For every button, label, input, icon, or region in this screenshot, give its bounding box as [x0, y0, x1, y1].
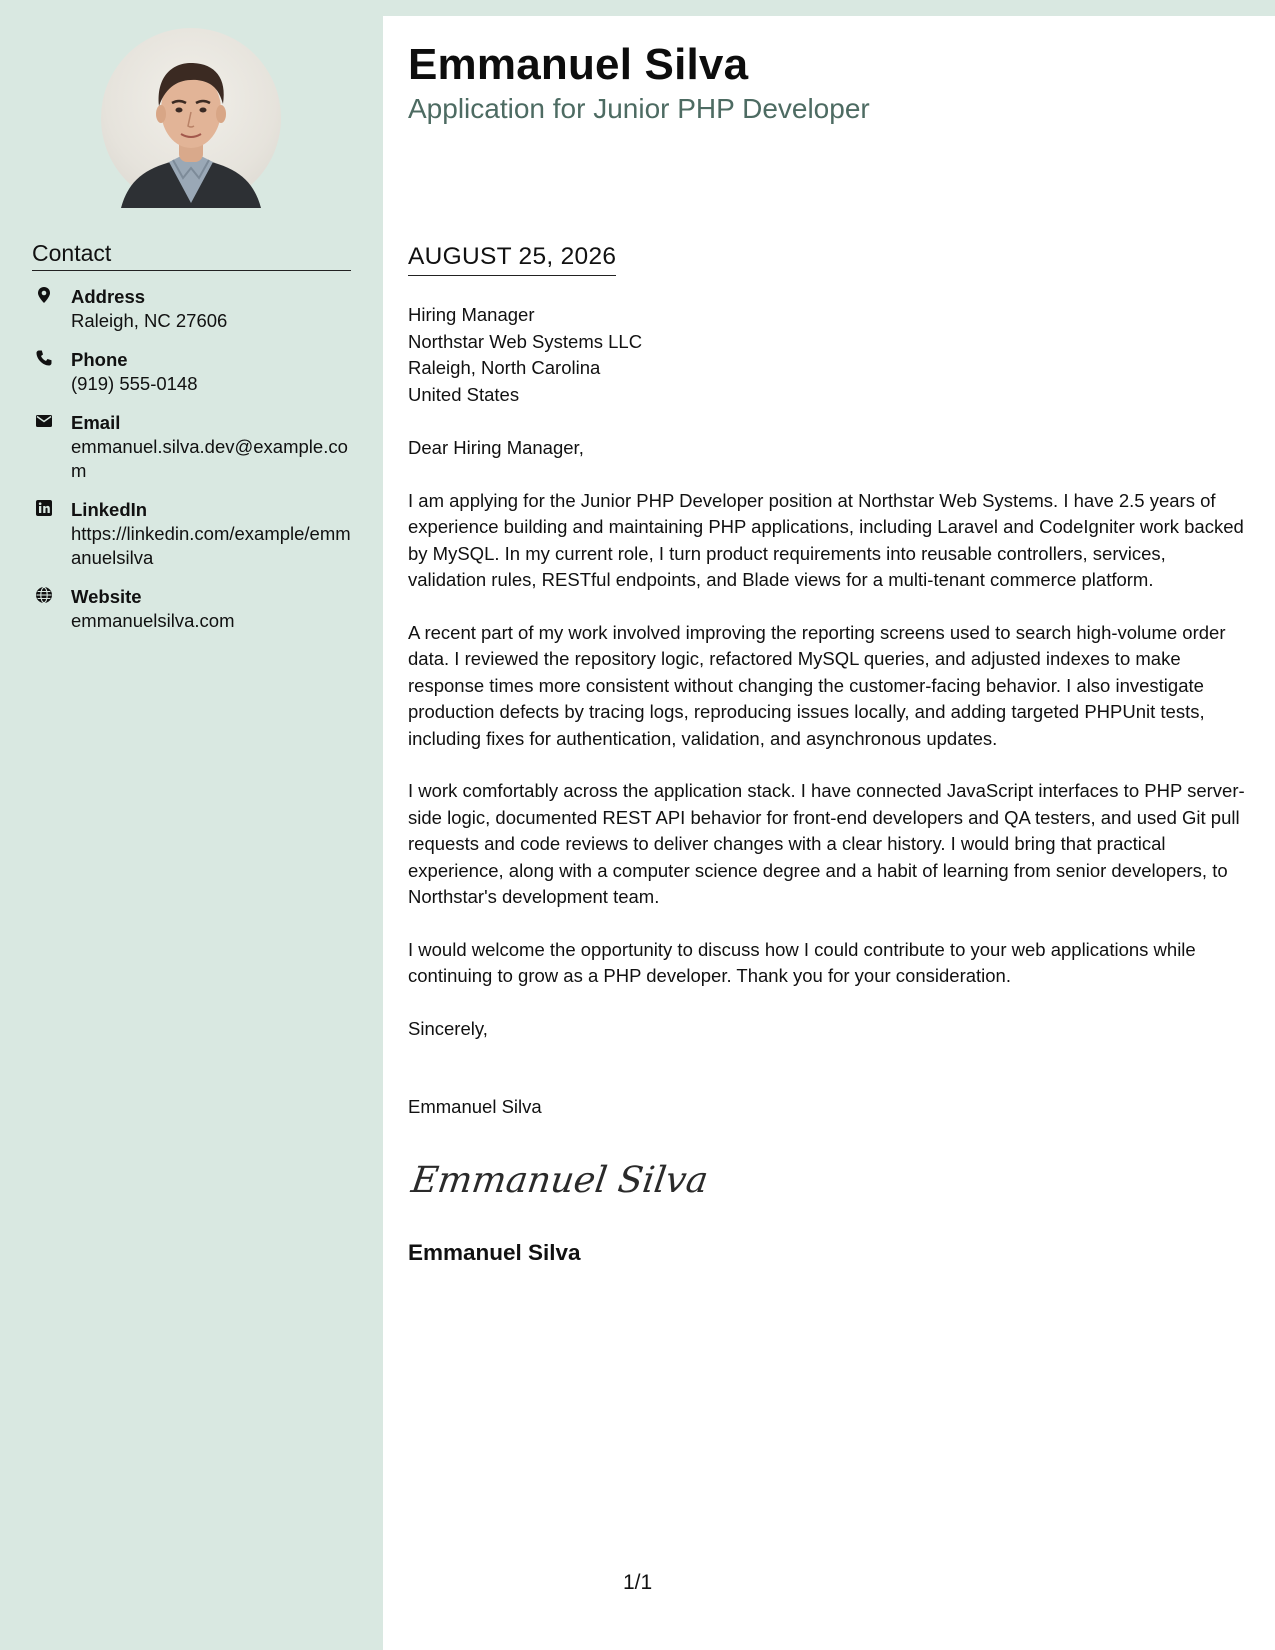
contact-label: Phone [71, 349, 128, 370]
signature-text: Emmanuel Silva [408, 1158, 711, 1201]
recipient-line: United States [408, 383, 520, 405]
recipient-line: Northstar Web Systems LLC [408, 330, 643, 352]
map-pin-icon [35, 286, 53, 304]
contact-phone [32, 348, 352, 396]
contact-linkedin [32, 498, 352, 570]
sender-name: Emmanuel Silva [408, 40, 749, 89]
contact-list [32, 285, 352, 648]
phone-icon [35, 349, 53, 367]
letter-body [408, 435, 1248, 1068]
closing-name: Emmanuel Silva [408, 1096, 542, 1117]
globe-icon [35, 586, 53, 604]
contact-value: Raleigh, NC 27606 [71, 310, 228, 331]
contact-label: Email [71, 412, 121, 433]
contact-address [32, 285, 352, 333]
handwritten-signature [408, 1150, 711, 1210]
contact-value: emmanuel.silva.dev@example.com [71, 436, 348, 481]
letter-paragraph: I am applying for the Junior PHP Developer position at Northstar Web Systems. I have 2.5 years of experience building and maintaining PHP applications, including Laravel and CodeIgniter work backed by MySQL. In my current role, I turn product requirements into reusable controllers, services, validation rules, RESTful endpoints, and Blade views for a multi-tenant commerce platform. [408, 489, 1244, 590]
linkedin-icon [35, 499, 53, 517]
letter-paragraph: A recent part of my work involved improving the reporting screens used to search high-volume order data. I reviewed the repository logic, refactored MySQL queries, and adjusted indexes to make response times more consistent without changing the customer-facing behavior. I also investigate production defects by tracing logs, reproducing issues locally, and adding targeted PHPUnit tests, including fixes for authentication, validation, and asynchronous updates. [408, 621, 1226, 749]
application-subtitle: Application for Junior PHP Developer [408, 93, 870, 124]
letter-date: AUGUST 25, 2026 [408, 243, 616, 276]
recipient-line: Hiring Manager [408, 304, 535, 325]
contact-label: Website [71, 586, 142, 607]
contact-label: LinkedIn [71, 499, 148, 520]
closing: Sincerely, [408, 1017, 488, 1039]
contact-website [32, 585, 352, 633]
envelope-icon [35, 412, 53, 430]
profile-photo [101, 28, 281, 208]
signature-name: Emmanuel Silva [408, 1240, 581, 1265]
letter-paragraph: I work comfortably across the application stack. I have connected JavaScript interfaces to PHP server-side logic, documented REST API behavior for front-end developers and QA testers, and used Git pull requests and code reviews to deliver changes with a clear history. I would bring that practical experience, along with a computer science degree and a habit of learning from senior developers, to Northstar's development team. [408, 780, 1245, 907]
contact-email [32, 411, 352, 483]
contact-value[interactable]: https://linkedin.com/example/emmanuelsilva [71, 523, 351, 568]
page-number: 1/1 [623, 1571, 653, 1594]
salutation: Dear Hiring Manager, [408, 437, 584, 458]
recipient-block [408, 302, 642, 408]
contact-heading: Contact [32, 240, 351, 271]
contact-value[interactable]: emmanuelsilva.com [71, 610, 235, 631]
contact-value: (919) 555-0148 [71, 373, 198, 394]
recipient-line: Raleigh, North Carolina [408, 357, 601, 378]
letter-paragraph: I would welcome the opportunity to discuss how I could contribute to your web applications while continuing to grow as a PHP developer. Thank you for your consideration. [408, 938, 1196, 986]
contact-label: Address [71, 286, 146, 307]
